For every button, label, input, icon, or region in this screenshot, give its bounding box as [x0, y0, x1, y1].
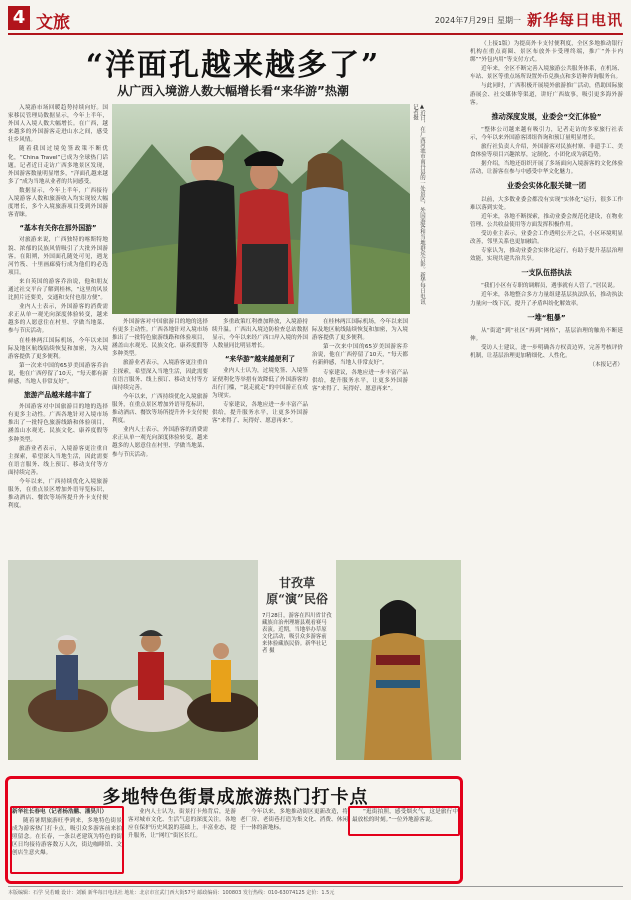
section-heading: 旅游产品越来越丰富了: [24, 391, 92, 400]
section-heading: 业委会实体化服关键一团: [506, 181, 587, 191]
photo-horse-race: [8, 560, 258, 760]
page-footer: 本版编辑：石学 吴若曦 设计：刘颖 新华每日电讯社 地址：北京市宣武门西大街57号 邮政编码：100803 发行热线：010-63074125 定价：1.5元: [8, 886, 623, 896]
body-paragraph: 旅行社负责人介绍，外国游客对民族村寨、非遗手工、美食体验等项目兴趣浓厚，定制化、小团化成为新趋势。: [470, 144, 623, 159]
article-column-1: [8, 104, 108, 564]
body-paragraph: 今年以来，多地推动街区更新改造，将老厂房、老街巷打造为集文化、消费、休闲于一体的新地标。: [240, 809, 348, 832]
body-paragraph: “整体公司越来越有吸引力，记者走访的多家旅行社表示，今年以来外国游客团组咨询和预订量明显增长。: [470, 126, 623, 141]
photo-story-caption: 7月28日，游客在四川省甘孜藏族自治州理塘县观看赛马表演。近期，当地举办草原文化活动，吸引众多游客前来体验藏族民俗。新华社记者 摄: [262, 613, 332, 654]
section-name: 文旅: [36, 13, 70, 33]
masthead: [8, 6, 623, 32]
body-paragraph: “我们小区有专职的调解员，遇事就有人管了。”居民说。: [481, 283, 619, 290]
body-paragraph: 专家认为，推动业委会实体化运行，有助于提升基层治理效能，实现共建共治共享。: [470, 248, 623, 263]
body-paragraph: 近年来，各地不断探索，推动业委会规范化建设，在物业管理、公共收益使用等方面发挥积极作用。: [470, 213, 623, 228]
article-column-3: [212, 318, 308, 568]
section-heading: 一堆“粗暴”: [527, 312, 566, 322]
body-paragraph: 近年来，各地整合多方力量组建基层执法队伍，推动执法力量向一线下沉，提升了矛盾纠纷化解效率。: [470, 292, 623, 307]
body-paragraph: 受访人士建议，进一步明确各方权责边界，完善考核评价机制，让基层治理更加精细化、人性化。: [470, 344, 623, 359]
bottom-article-column-2: [128, 808, 236, 882]
right-column-article: [470, 40, 623, 780]
section-heading: 推动深度发展，业委会“交汇体验”: [491, 111, 602, 121]
body-paragraph: 旅游业者表示，入境游客更注重自主探索，希望深入当地生活，因此需要在语言服务、线上预订、移动支付等方面持续完善。: [8, 445, 108, 476]
photo-caption-block: [262, 575, 332, 695]
article-column-2: [112, 318, 208, 568]
section-heading: “来华游”越来越便利了: [224, 355, 296, 364]
lead-paragraph: 数据显示，今年上半年，广西接待入境游客人数和旅游收入均实现较大幅度增长，多个入境旅游项目受到外国游客青睐。: [8, 187, 108, 219]
lead-paragraph: 入境游市场回暖趋势持续向好。国家移民管理局数据显示，今年上半年，外国人入境人数大幅增长。在广西，越来越多的外国游客走进山水之间，感受壮乡风情。: [8, 105, 108, 144]
main-subheadline: 从广西入境游人数大幅增长看“来华游”热潮: [117, 84, 349, 98]
photo-costume-woman: [336, 560, 461, 760]
body-paragraph: 第一次来中国的65岁美国游客乔治说，他在广西停留了10天，“每天都有新鲜感，当地人非常友好”。: [312, 344, 408, 367]
body-paragraph: 外国游客对中国旅游目的地的选择有更多主动性。广西各地针对入境市场推出了一批特色旅游线路和体验项目，涵盖山水观光、民族文化、康养度假等多种类型。: [112, 319, 208, 358]
photo-foreign-tourists: [112, 104, 410, 314]
article-column-4: [312, 318, 408, 568]
body-paragraph: 业内人士表示，外国游客的消费需求正从单一观光向深度体验转变，越来越多的人愿意住在村里、学做当地菜、参与节庆活动。: [112, 427, 208, 458]
body-paragraph: 随着暑期旅游旺季到来，多地特色街景成为游客热门打卡点，吸引众多游客前来拍照留念。在长春，一条以老建筑为特色的街区日均接待游客数万人次，街边咖啡馆、文创店生意火爆。: [12, 818, 122, 857]
body-paragraph: 今年以来，广西持续优化入境旅游服务，在重点景区增加外语导览标识，推动酒店、餐饮等场所提升外卡支付便利度。: [8, 479, 108, 510]
newspaper-logo: 新华每日电讯: [526, 11, 623, 29]
body-paragraph: 旅游业者表示，入境游客更注重自主探索，希望深入当地生活，因此需要在语言服务、线上预订、移动支付等方面持续完善。: [112, 360, 208, 391]
body-paragraph: “逛街拍照，感受烟火气，这是旅行中最放松的时刻。”一位外地游客说。: [352, 809, 458, 824]
lead-paragraph: 随着我国过境免签政策不断优化，“China Travel”已成为全球热门话题。记者近日走访广西多地景区发现，外国游客数量明显增多，“洋面孔越来越多了”成为当地从业者的共同感受。: [8, 146, 108, 185]
body-paragraph: 与此同时，广西积极开展境外旅游推广活动，借助国际旅游展会、社交媒体等渠道，讲好广西故事，吸引更多海外游客。: [470, 83, 623, 106]
body-paragraph: 外国游客对中国旅游目的地的选择有更多主动性。广西各地针对入境市场推出了一批特色旅游线路和体验项目，涵盖山水观光、民族文化、康养度假等多种类型。: [8, 404, 108, 443]
section-heading: “基本有关你在那外国游”: [19, 224, 97, 233]
highlight-box-quote: [348, 806, 460, 836]
main-headline: “洋面孔越来越多了”: [85, 48, 381, 83]
body-paragraph: 对旅游来说，广西独特的喀斯特地貌、浓郁的民族风情吸引了大批外国游客。在阳朔，外国面孔随处可见，遇龙河竹筏、十里画廊骑行成为他们的必选项目。: [8, 237, 108, 276]
body-paragraph: 专家建议，各地应进一步丰富产品供给，提升服务水平，让更多外国游客“来得了、玩得好、愿意再来”。: [312, 369, 408, 392]
bottom-article-byline: 新华社长春电（记者杨浩鹏、潘昊川）: [12, 809, 108, 815]
page-number: 4: [8, 6, 30, 30]
body-paragraph: 第一次来中国的65岁美国游客乔治说，他在广西停留了10天，“每天都有新鲜感，当地人非常友好”。: [8, 362, 108, 385]
body-paragraph: 今年以来，广西持续优化入境旅游服务，在重点景区增加外语导览标识，推动酒店、餐饮等场所提升外卡支付便利度。: [112, 393, 208, 425]
photo-story-title: 甘孜草原“演”民俗: [266, 576, 328, 606]
body-paragraph: （上接1版）为提高外卡支付便利度，全区多地推动银行机构在重点商圈、景区布放外卡受理终端，推广“外卡内绑”“外包内用”等支付方式。: [470, 41, 623, 64]
byline-note: （本报记者）: [589, 362, 623, 369]
body-paragraph: 从“街道”到“社区”再到“网格”，基层治理的触角不断延伸。: [470, 327, 623, 342]
masthead-rule: [8, 33, 623, 35]
body-paragraph: 据介绍，当地还组织开展了多场面向入境游客的文化体验活动，让游客在参与中感受中华文化魅力。: [470, 161, 623, 176]
body-paragraph: 业内人士认为，街景打卡热背后，是游客对城市文化、生活气息的深度关注。各地应在保护历史风貌的基础上，丰富业态，提升服务，让“网红”街区长红。: [128, 809, 236, 840]
body-paragraph: 近年来，全区不断完善入境旅游公共服务体系，在机场、车站、景区等重点场所设置外币兑换点和多语种咨询服务台。: [470, 66, 623, 81]
body-paragraph: 在桂林两江国际机场，今年以来国际及地区航线陆续恢复和加密，为入境游客提供了更多便利。: [312, 319, 408, 342]
body-paragraph: 来自英国的游客乔治说，他和朋友通过社交平台了解到桂林，“这里的风景比照片还要美，交通和支付也很方便”。: [8, 278, 108, 302]
bottom-article-column-3: [240, 808, 348, 882]
body-paragraph: 以前，大多数业委会都没有实现“实体化”运行，很多工作难以落到实处。: [470, 196, 623, 211]
photo-caption-top: ▲近日，在广西河池市南丹县的一处景区，外国游客和当地群众合影。新华每日电讯记者摄: [412, 104, 425, 305]
bottom-article-headline: 多地特色街景成旅游热门打卡点: [102, 787, 369, 808]
section-heading: 一支队伍搭执法: [521, 268, 572, 278]
body-paragraph: 业内人士认为，过境免签、入境签证便利化等举措有效降低了外国游客的出行门槛，“说走就走”的中国游正在成为现实。: [212, 368, 308, 399]
body-paragraph: 多重政策红利叠加释放，入境游持续升温。广西出入境边防检查总站数据显示，今年以来经广西口岸入境的外国人数量同比明显增长。: [212, 319, 308, 350]
body-paragraph: 专家建议，各地应进一步丰富产品供给，提升服务水平，让更多外国游客“来得了、玩得好、愿意再来”。: [212, 401, 308, 425]
body-paragraph: 受访业主表示，业委会工作透明公开之后，小区环境明显改善，邻里关系也更加融洽。: [470, 230, 623, 245]
highlight-box-lead: [10, 806, 124, 874]
publication-date: 2024年7月29日 星期一: [434, 16, 521, 25]
body-paragraph: 在桂林两江国际机场，今年以来国际及地区航线陆续恢复和加密，为入境游客提供了更多便利。: [8, 337, 108, 360]
body-paragraph: 业内人士表示，外国游客的消费需求正从单一观光向深度体验转变，越来越多的人愿意住在村里、学做当地菜、参与节庆活动。: [8, 304, 108, 335]
